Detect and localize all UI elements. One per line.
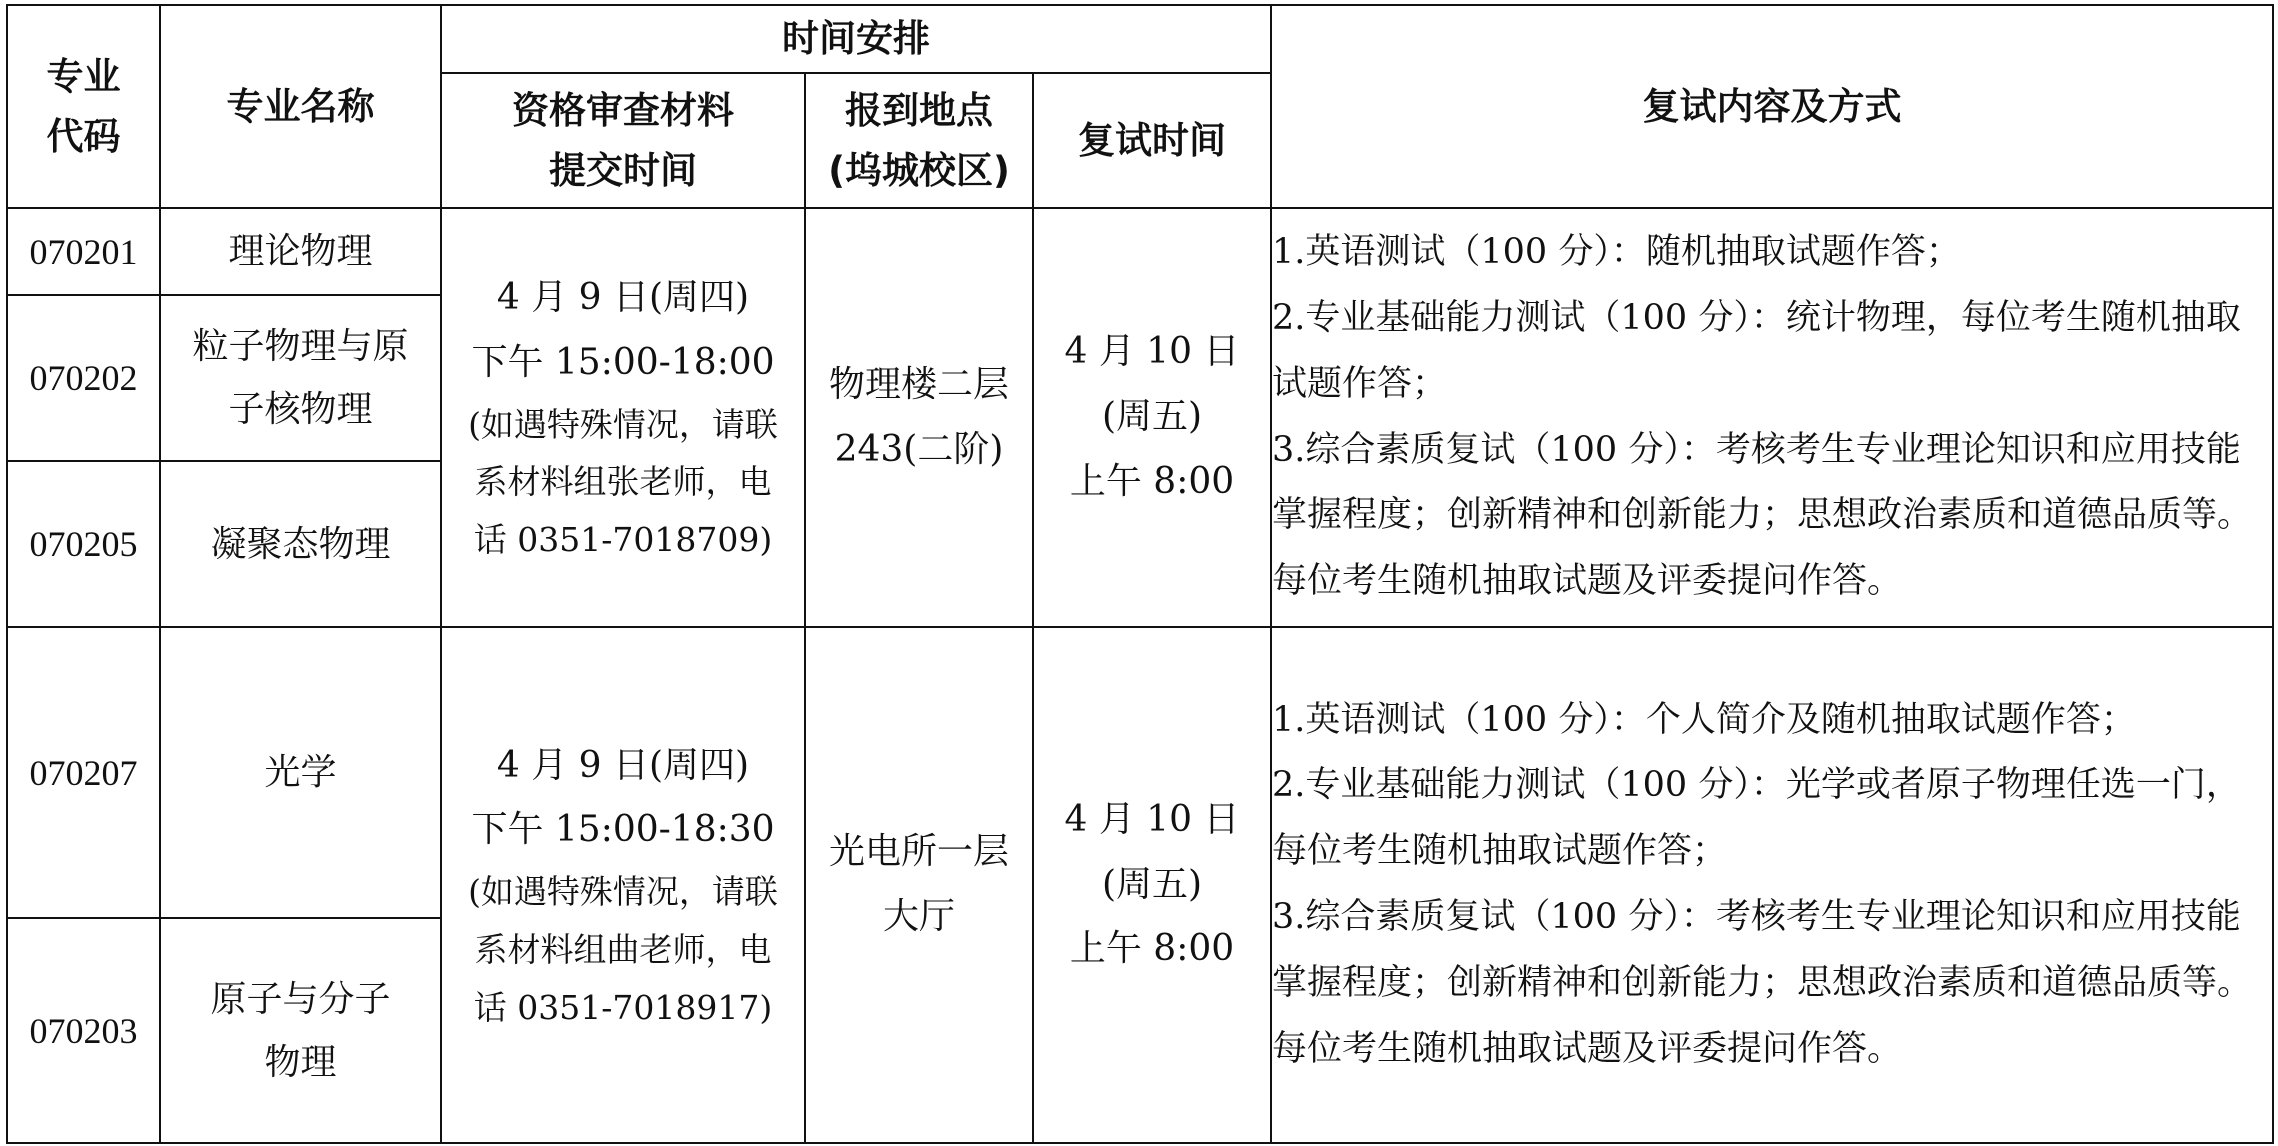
content-item: 1.英语测试（100 分）：随机抽取试题作答； bbox=[1272, 232, 1961, 273]
retest-content-cell bbox=[1271, 208, 2273, 627]
major-name: 粒子物理与原 子核物理 bbox=[160, 295, 441, 461]
submit-note: 话 0351-7018709) bbox=[473, 520, 773, 560]
header-major-name: 专业名称 bbox=[160, 5, 441, 208]
submit-date: 4 月 9 日(周四) bbox=[496, 277, 750, 319]
submit-note: 话 0351-7018917) bbox=[473, 987, 773, 1027]
submit-time-cell bbox=[441, 208, 805, 627]
content-item: 2.专业基础能力测试（100 分）：统计物理，每位考生随机抽取试题作答； bbox=[1272, 297, 2241, 404]
major-name: 凝聚态物理 bbox=[160, 461, 441, 627]
submit-date: 4 月 9 日(周四) bbox=[496, 744, 750, 786]
submit-note: 系材料组张老师，电 bbox=[474, 462, 772, 502]
submit-time: 下午 15:00-18:30 bbox=[471, 809, 775, 851]
location-cell: 物理楼二层 243(二阶) bbox=[805, 208, 1033, 627]
header-content: 复试内容及方式 bbox=[1271, 5, 2273, 208]
location-cell: 光电所一层 大厅 bbox=[805, 627, 1033, 1143]
submit-note: (如遇特殊情况，请联 bbox=[468, 404, 778, 444]
header-location: 报到地点 (坞城校区) bbox=[805, 73, 1033, 208]
header-row-1 bbox=[7, 5, 2273, 73]
major-name: 原子与分子 物理 bbox=[160, 918, 441, 1143]
submit-note: 系材料组曲老师，电 bbox=[474, 929, 772, 969]
major-name: 理论物理 bbox=[160, 208, 441, 295]
retest-time-cell: 4 月 10 日 (周五) 上午 8:00 bbox=[1033, 627, 1271, 1143]
table-row bbox=[7, 208, 2273, 295]
content-item: 1.英语测试（100 分）：个人简介及随机抽取试题作答； bbox=[1272, 699, 2136, 740]
retest-time-cell: 4 月 10 日 (周五) 上午 8:00 bbox=[1033, 208, 1271, 627]
major-code: 070201 bbox=[7, 208, 160, 295]
content-item: 3.综合素质复试（100 分）：考核考生专业理论知识和应用技能掌握程度；创新精神和创新能力；思想政治素质和道德品质等。每位考生随机抽取试题及评委提问作答。 bbox=[1272, 429, 2253, 602]
submit-note: (如遇特殊情况，请联 bbox=[468, 872, 778, 912]
submit-time: 下午 15:00-18:00 bbox=[471, 341, 775, 383]
retest-schedule-table bbox=[6, 4, 2274, 1144]
major-code: 070202 bbox=[7, 295, 160, 461]
header-retest-time: 复试时间 bbox=[1033, 73, 1271, 208]
table-row bbox=[7, 627, 2273, 918]
header-schedule: 时间安排 bbox=[441, 5, 1271, 73]
major-code: 070207 bbox=[7, 627, 160, 918]
content-item: 2.专业基础能力测试（100 分）：光学或者原子物理任选一门，每位考生随机抽取试题作答； bbox=[1272, 765, 2241, 872]
major-code: 070203 bbox=[7, 918, 160, 1143]
content-item: 3.综合素质复试（100 分）：考核考生专业理论知识和应用技能掌握程度；创新精神和创新能力；思想政治素质和道德品质等。每位考生随机抽取试题及评委提问作答。 bbox=[1272, 897, 2253, 1069]
submit-time-cell bbox=[441, 627, 805, 1143]
major-code: 070205 bbox=[7, 461, 160, 627]
major-name: 光学 bbox=[160, 627, 441, 918]
retest-content-cell bbox=[1271, 627, 2273, 1143]
header-major-code: 专业 代码 bbox=[7, 5, 160, 208]
header-submit-time: 资格审查材料 提交时间 bbox=[441, 73, 805, 208]
